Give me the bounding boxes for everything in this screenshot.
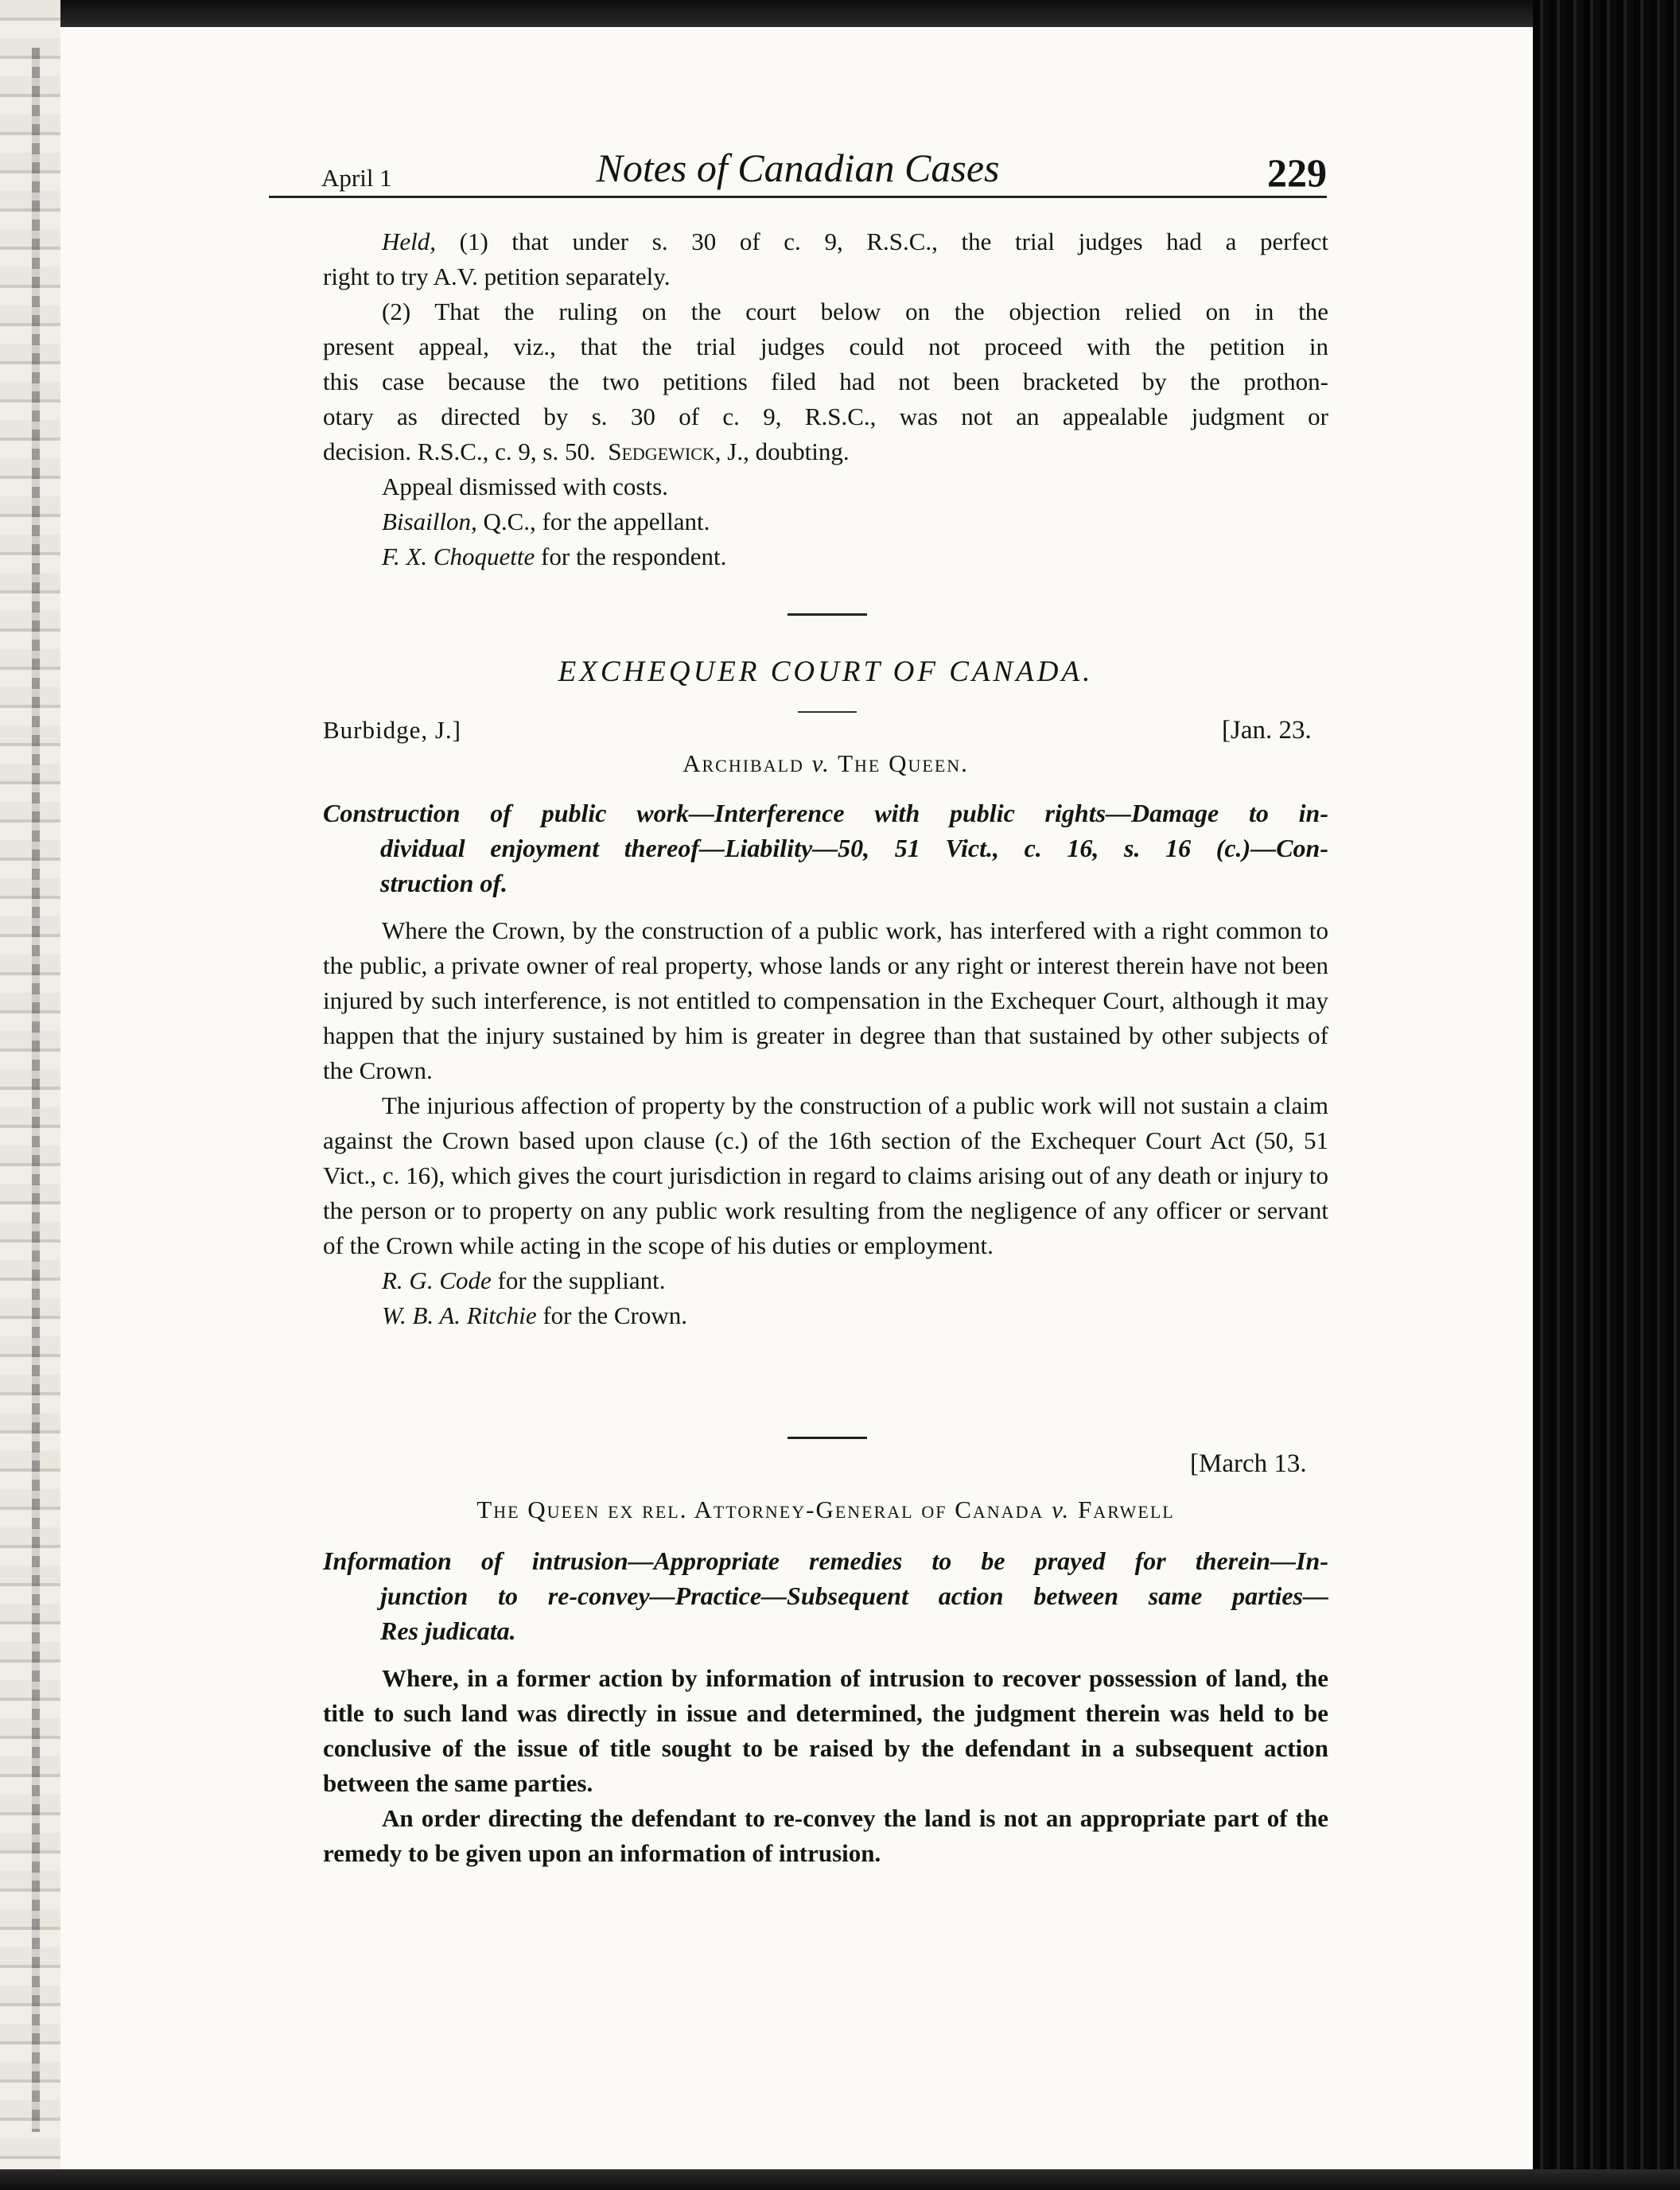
case1-line: right to try A.V. petition separately. bbox=[323, 263, 671, 290]
case2-date: [Jan. 23. bbox=[1222, 716, 1312, 745]
case2-body bbox=[323, 913, 1328, 1333]
headnote-line: Res judicata. bbox=[380, 1616, 516, 1645]
case3-date: [March 13. bbox=[1190, 1449, 1307, 1478]
headnote-line: Information of intrusion—Appropriate remedies to be prayed for therein—In- bbox=[323, 1546, 1328, 1575]
case1-body bbox=[323, 224, 1328, 574]
case1-disposition: Appeal dismissed with costs. bbox=[382, 473, 668, 500]
case3-title: The Queen ex rel. Attorney-General of Canada v. Farwell bbox=[476, 1496, 1175, 1523]
scan-left-edge bbox=[0, 0, 60, 2190]
headnote-line: dividual enjoyment thereof—Liability—50, 51 Vict., c. 16, s. 16 (c.)—Con- bbox=[380, 834, 1328, 862]
running-header bbox=[269, 140, 1327, 198]
case1-line: (2) That the ruling on the court below on the objection relied on in the bbox=[382, 298, 1328, 325]
case1-line: decision. R.S.C., c. 9, s. 50. Sedgewick, J., doubting. bbox=[323, 438, 850, 465]
case1-line: otary as directed by s. 30 of c. 9, R.S.C., was not an appealable judgment or bbox=[323, 403, 1328, 430]
case2-headnote bbox=[323, 795, 1328, 901]
case2-title: Archibald v. The Queen. bbox=[682, 749, 969, 777]
scan-bottom-edge bbox=[0, 2169, 1680, 2190]
section-divider bbox=[788, 1437, 867, 1439]
case3-paragraph: Where, in a former action by information of intrusion to recover possession of land, the title to such land was directly in issue and determined, the judgment therein was held to be conclusive of the issue of title sought to be raised by the defendant in a subsequent action between the same parties. bbox=[323, 1664, 1328, 1797]
case3-body bbox=[323, 1661, 1328, 1871]
running-title: Notes of Canadian Cases bbox=[596, 146, 1000, 190]
counsel-line: F. X. Choquette for the respondent. bbox=[382, 543, 727, 570]
doubting-judge: Sedgewick, J., bbox=[608, 438, 749, 465]
scan-top-edge bbox=[0, 0, 1680, 27]
judge-name: Burbidge, J.] bbox=[323, 716, 462, 744]
case2-paragraph: Where the Crown, by the construction of a public work, has interfered with a right common to the public, a private owner of real property, whose lands or any right or interest therein have not been injured by such interference, is not entitled to compensation in the Exchequer Court, although it may happen that the injury sustained by him is greater in degree than that sustained by other subjects of the Crown. bbox=[323, 916, 1328, 1084]
case1-line: present appeal, viz., that the trial judges could not proceed with the petition in bbox=[323, 333, 1328, 360]
held-label: Held, bbox=[382, 228, 437, 255]
scan-right-edge bbox=[1533, 0, 1680, 2190]
heading-rule bbox=[798, 711, 857, 713]
case1-line: Held, (1) that under s. 30 of c. 9, R.S.C., the trial judges had a perfect bbox=[382, 228, 1328, 255]
header-month: April 1 bbox=[321, 164, 392, 192]
headnote-line: junction to re-convey—Practice—Subsequent action between same parties— bbox=[380, 1581, 1328, 1610]
counsel-line: R. G. Code for the suppliant. bbox=[382, 1266, 666, 1294]
case3-headnote bbox=[323, 1543, 1328, 1648]
court-heading: EXCHEQUER COURT OF CANADA. bbox=[558, 655, 1094, 688]
section-divider bbox=[788, 613, 867, 616]
page-number: 229 bbox=[1267, 150, 1327, 195]
case1-line: this case because the two petitions filed had not been bracketed by the prothon- bbox=[323, 368, 1328, 395]
headnote-line: struction of. bbox=[380, 869, 508, 897]
case2-paragraph: The injurious affection of property by the construction of a public work will not sustain a claim against the Crown based upon clause (c.) of the 16th section of the Exchequer Court Act (50, 51 Vict., c. 16), which gives the court jurisdiction in regard to claims arising out of any death or injury to the person or to property on any public work resulting from the negligence of any officer or servant of the Crown while acting in the scope of his duties or employment. bbox=[323, 1091, 1328, 1259]
case3-paragraph: An order directing the defendant to re-convey the land is not an appropriate part of the remedy to be given upon an information of intrusion. bbox=[323, 1804, 1328, 1867]
counsel-line: W. B. A. Ritchie for the Crown. bbox=[382, 1301, 687, 1329]
headnote-line: Construction of public work—Interference with public rights—Damage to in- bbox=[323, 799, 1328, 827]
binding-strip bbox=[32, 48, 40, 2132]
counsel-line: Bisaillon, Q.C., for the appellant. bbox=[382, 508, 710, 535]
